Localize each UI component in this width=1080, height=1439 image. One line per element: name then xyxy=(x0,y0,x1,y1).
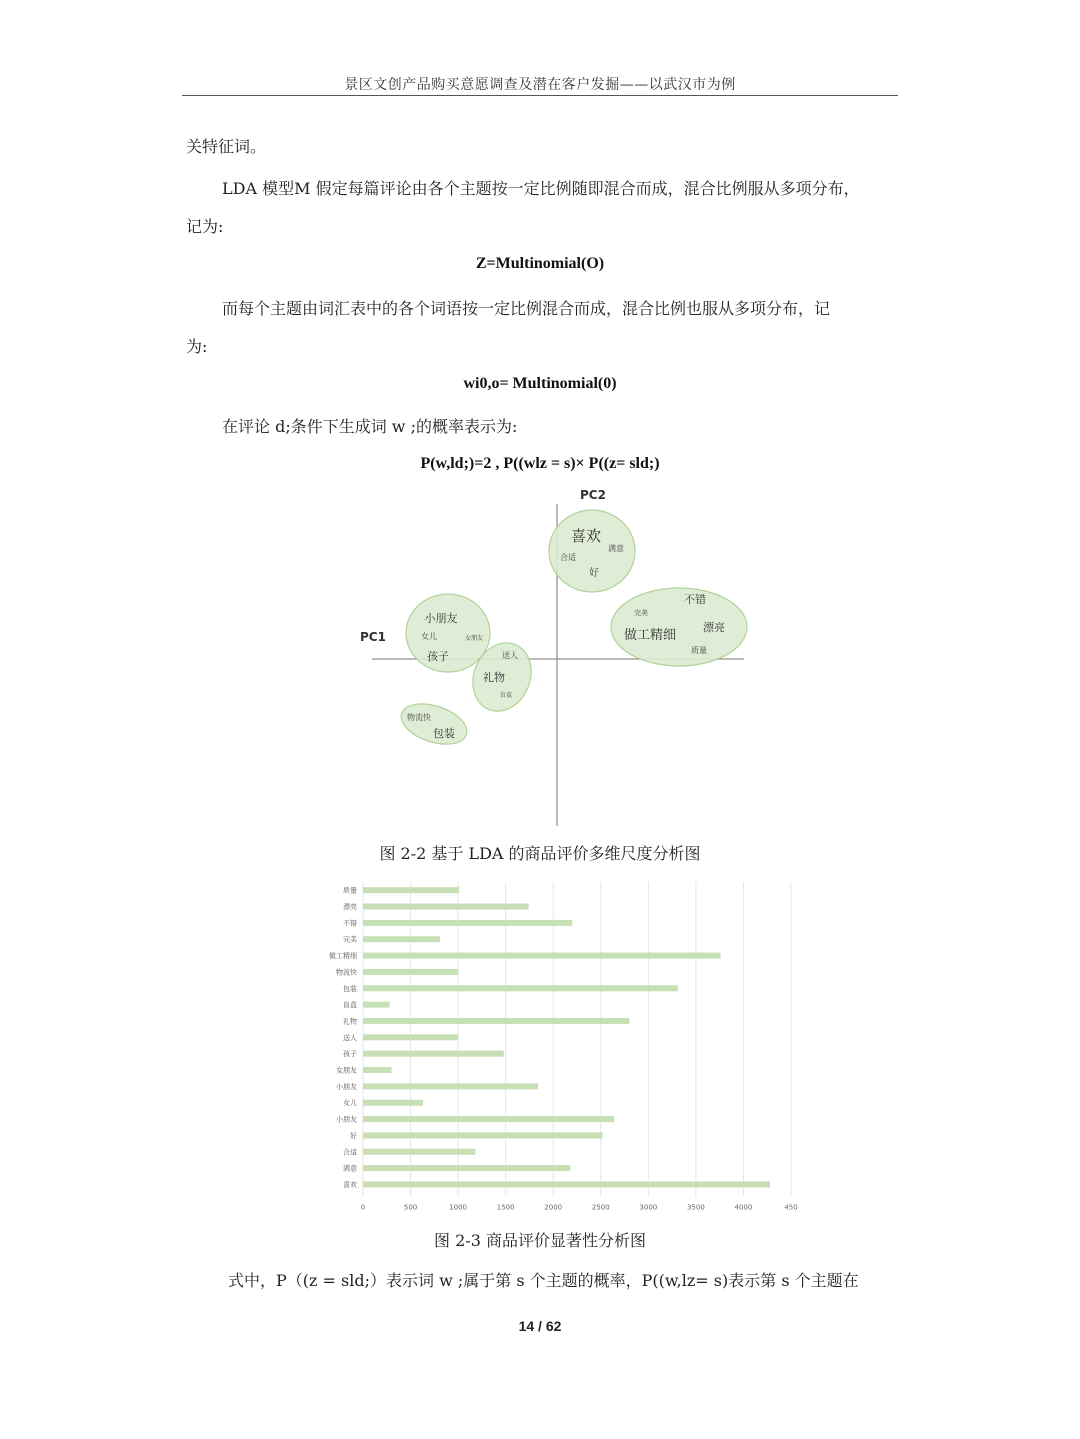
formula-2: wi0,o= Multinomial(0) xyxy=(463,375,617,392)
category-label: 送人 xyxy=(343,1033,357,1042)
paragraph-4: 在评论 d;条件下生成词 w ;的概率表示为: xyxy=(222,417,518,436)
cluster-quality-ellipse xyxy=(611,588,747,666)
word-satisfied: 满意 xyxy=(608,544,624,553)
bar xyxy=(363,1132,603,1138)
formula-3: P(w,ld;)=2 , P((wlz = s)× P((z= sld;) xyxy=(420,455,660,472)
word-quality: 质量 xyxy=(691,646,707,655)
bar xyxy=(363,1100,423,1106)
x-tick-label: 3000 xyxy=(639,1203,658,1212)
bar xyxy=(363,1034,458,1040)
category-label: 做工精细 xyxy=(329,952,357,961)
word-suitable: 合适 xyxy=(560,553,576,562)
category-label: 合适 xyxy=(343,1148,357,1157)
pc2-label: PC2 xyxy=(580,488,606,502)
bar xyxy=(363,1083,538,1089)
category-label: 完美 xyxy=(343,935,357,944)
bar xyxy=(363,953,721,959)
word-not-bad: 不错 xyxy=(684,593,706,606)
category-label: 好 xyxy=(350,1131,357,1140)
word-good: 好 xyxy=(589,568,599,579)
category-label: 满意 xyxy=(343,1164,357,1173)
bar xyxy=(363,887,459,893)
x-tick-label: 450 xyxy=(784,1203,798,1212)
header-rule xyxy=(182,95,898,96)
category-label: 盲盒 xyxy=(343,1001,357,1010)
category-label: 孩子 xyxy=(343,1050,357,1059)
category-label: 质量 xyxy=(343,886,357,895)
category-label: 女儿 xyxy=(343,1099,357,1108)
paragraph-1: 关特征词。 xyxy=(186,137,267,156)
word-daughter: 女儿 xyxy=(421,632,437,641)
x-tick-label: 2000 xyxy=(544,1203,563,1212)
word-kid: 孩子 xyxy=(427,650,449,663)
category-label: 不错 xyxy=(343,919,357,928)
word-blind-box: 盲盒 xyxy=(499,692,513,699)
category-label: 喜欢 xyxy=(343,1180,357,1189)
bar xyxy=(363,1018,629,1024)
formula-1: Z=Multinomial(O) xyxy=(475,255,605,272)
x-tick-label: 1000 xyxy=(449,1203,468,1212)
bar xyxy=(363,1149,475,1155)
bar xyxy=(363,1165,570,1171)
word-girlfriend: 女朋友 xyxy=(464,635,484,642)
word-packaging: 包装 xyxy=(433,727,455,740)
category-label: 小朋友 xyxy=(336,1115,357,1124)
word-like: 喜欢 xyxy=(570,527,602,545)
paragraph-2-line-1: LDA 模型M 假定每篇评论由各个主题按一定比例随即混合而成，混合比例服从多项分布， xyxy=(222,179,860,198)
category-label: 礼物 xyxy=(343,1017,357,1026)
word-fast-logistics: 物流快 xyxy=(407,713,431,722)
x-tick-label: 2500 xyxy=(591,1203,610,1212)
paragraph-3-line-1: 而每个主题由词汇表中的各个词语按一定比例混合而成，混合比例也服从多项分布，记 xyxy=(222,299,831,318)
word-child-1: 小朋友 xyxy=(424,612,458,625)
bar xyxy=(363,920,572,926)
bar xyxy=(363,1181,770,1187)
word-gift-to: 送人 xyxy=(502,651,518,660)
running-header: 景区文创产品购买意愿调查及潜在客户发掘——以武汉市为例 xyxy=(344,77,736,93)
bar xyxy=(363,1002,390,1008)
word-perfect: 完美 xyxy=(634,609,648,617)
bar xyxy=(363,969,458,975)
category-label: 漂亮 xyxy=(343,903,357,912)
bar xyxy=(363,936,440,942)
x-tick-label: 500 xyxy=(403,1203,418,1212)
category-label: 物流快 xyxy=(336,968,357,977)
figure-2-2-caption: 图 2-2 基于 LDA 的商品评价多维尺度分析图 xyxy=(379,844,701,863)
x-tick-label: 4000 xyxy=(734,1203,753,1212)
paragraph-3-line-2: 为: xyxy=(186,337,208,356)
x-tick-label: 3500 xyxy=(686,1203,705,1212)
pc1-label: PC1 xyxy=(360,630,386,644)
bar xyxy=(363,904,528,910)
word-fine-craft: 做工精细 xyxy=(623,628,677,643)
bar xyxy=(363,985,678,991)
page-number: 14 / 62 xyxy=(518,1318,562,1334)
bar xyxy=(363,1116,614,1122)
x-tick-label: 0 xyxy=(360,1203,366,1212)
category-label: 包装 xyxy=(343,984,357,993)
x-tick-label: 1500 xyxy=(496,1203,515,1212)
bar xyxy=(363,1051,504,1057)
bar xyxy=(363,1067,392,1073)
paragraph-5: 式中，P（(z = sld;）表示词 w ;属于第 s 个主题的概率，P((w,lz= s)表示第 s 个主题在 xyxy=(228,1271,859,1290)
mds-figure xyxy=(350,482,770,832)
word-pretty: 漂亮 xyxy=(703,621,725,634)
word-gift: 礼物 xyxy=(483,671,505,684)
cluster-logistics-ellipse xyxy=(396,696,472,751)
significance-bar-chart xyxy=(310,880,800,1215)
figure-2-3-caption: 图 2-3 商品评价显著性分析图 xyxy=(434,1231,646,1250)
category-label: 小朋友 xyxy=(336,1082,357,1091)
category-label: 女朋友 xyxy=(336,1066,357,1075)
paragraph-2-line-2: 记为: xyxy=(186,217,224,236)
